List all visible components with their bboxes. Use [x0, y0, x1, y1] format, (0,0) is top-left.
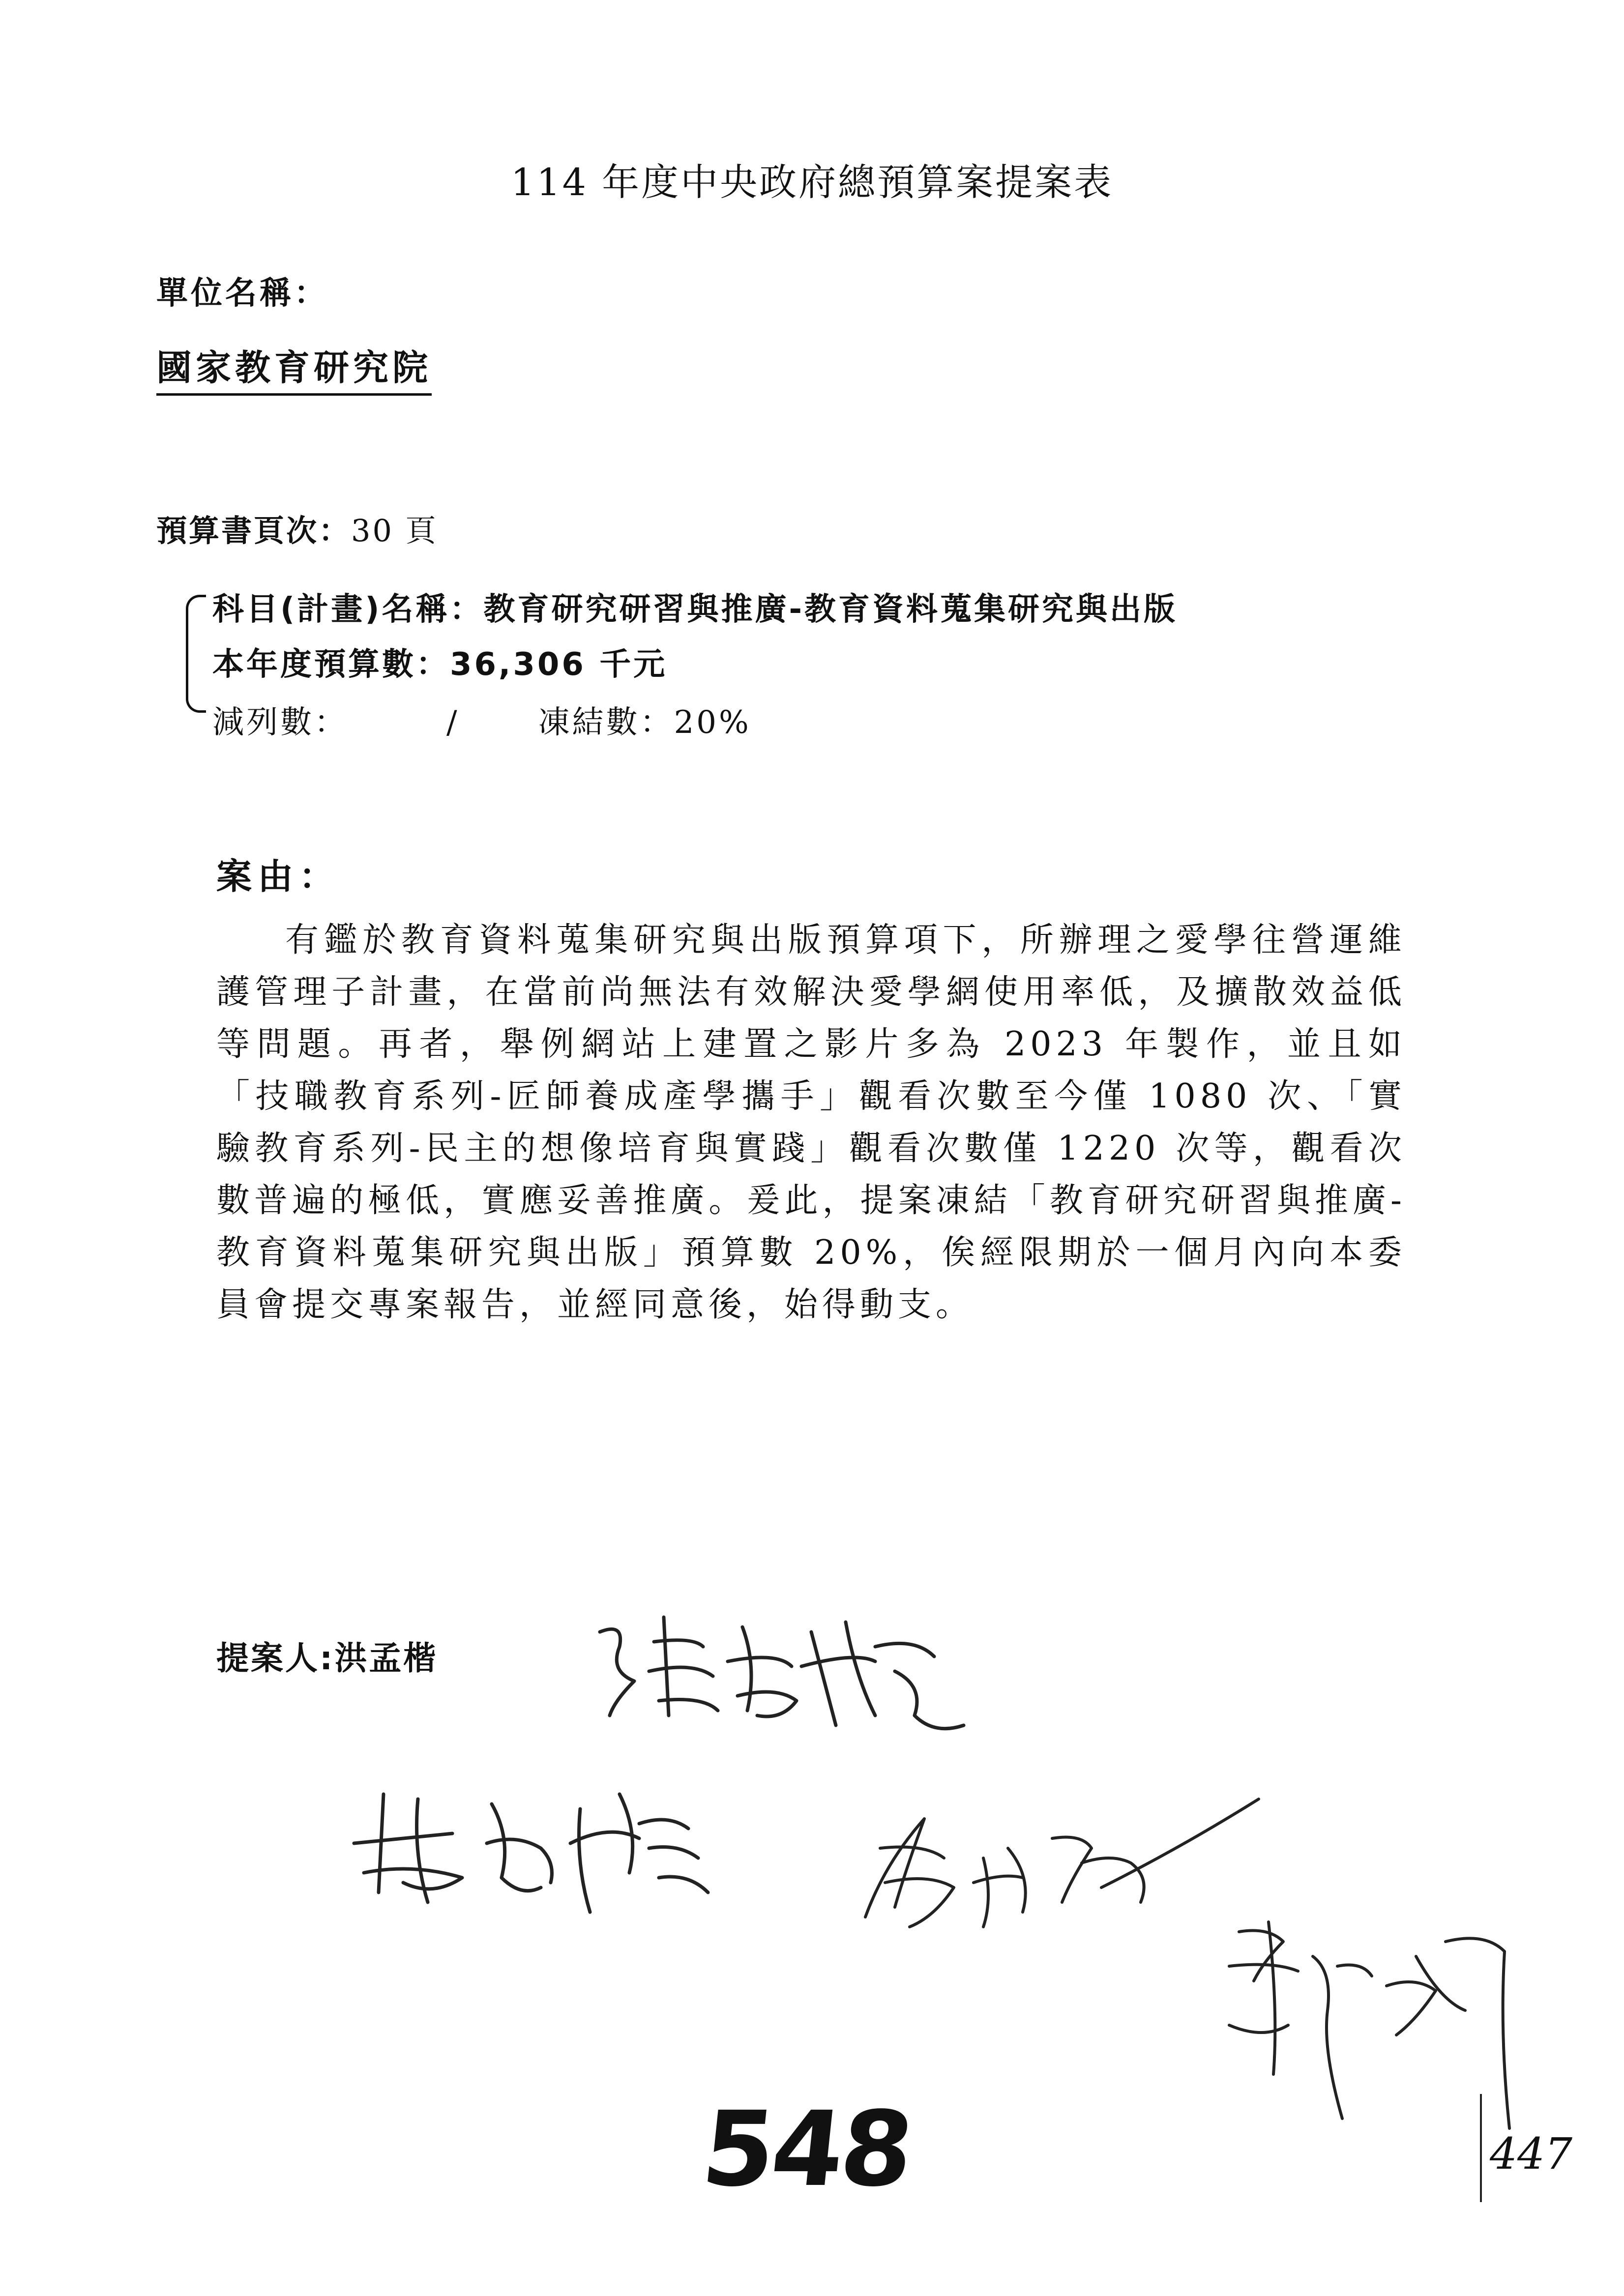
budget-pages-value: 30 頁	[351, 513, 438, 549]
budget-pages-label: 預算書頁次：	[156, 513, 352, 549]
unit-name: 國家教育研究院	[156, 339, 432, 396]
proposer-label: 提案人:洪孟楷	[216, 1639, 438, 1677]
reduction-label: 減列數：	[212, 704, 348, 741]
subject-line: 科目(計畫)名稱：教育研究研習與推廣-教育資料蒐集研究與出版	[212, 591, 1178, 628]
signature-4	[1210, 1912, 1534, 2138]
reason-text: 有鑑於教育資料蒐集研究與出版預算項下，所辦理之愛學往營運維護管理子計畫，在當前尚無法有效解決愛學網使用率低，及擴散效益低等問題。再者，舉例網站上建置之影片多為 2023 年製作，並且如「技職教育系列-匠師養成產學攜手」觀看次數至今僅 1080 次、「實驗教育系列-民主的想像培育與實踐」觀看次數僅 1220 次等，觀看次數普遍的極低，實應妥善推廣。爰此，提案凍結「教育研究研習與推廣-教育資料蒐集研究與出版」預算數 20%，俟經限期於一個月內向本委員會提交專案報告，並經同意後，始得動支。	[216, 921, 1406, 1324]
reduction-value: /	[446, 704, 460, 741]
signature-2	[344, 1765, 767, 1927]
reason-label: 案由：	[216, 856, 341, 897]
budget-amount-line: 本年度預算數：36,306 千元	[212, 646, 668, 683]
corner-rule	[1480, 2094, 1482, 2202]
freeze-value: 20%	[674, 704, 751, 741]
reduction-freeze-line	[212, 697, 751, 742]
document-title: 114 年度中央政府總預算案提案表	[510, 160, 1114, 204]
unit-label: 單位名稱：	[156, 275, 328, 312]
stamp-number: 548	[697, 2089, 916, 2209]
signature-1	[580, 1588, 1023, 1750]
subject-bracket	[186, 595, 206, 713]
budget-pages	[156, 506, 438, 550]
freeze-label: 凍結數：	[538, 704, 674, 741]
corner-page-number: 447	[1490, 2128, 1572, 2179]
